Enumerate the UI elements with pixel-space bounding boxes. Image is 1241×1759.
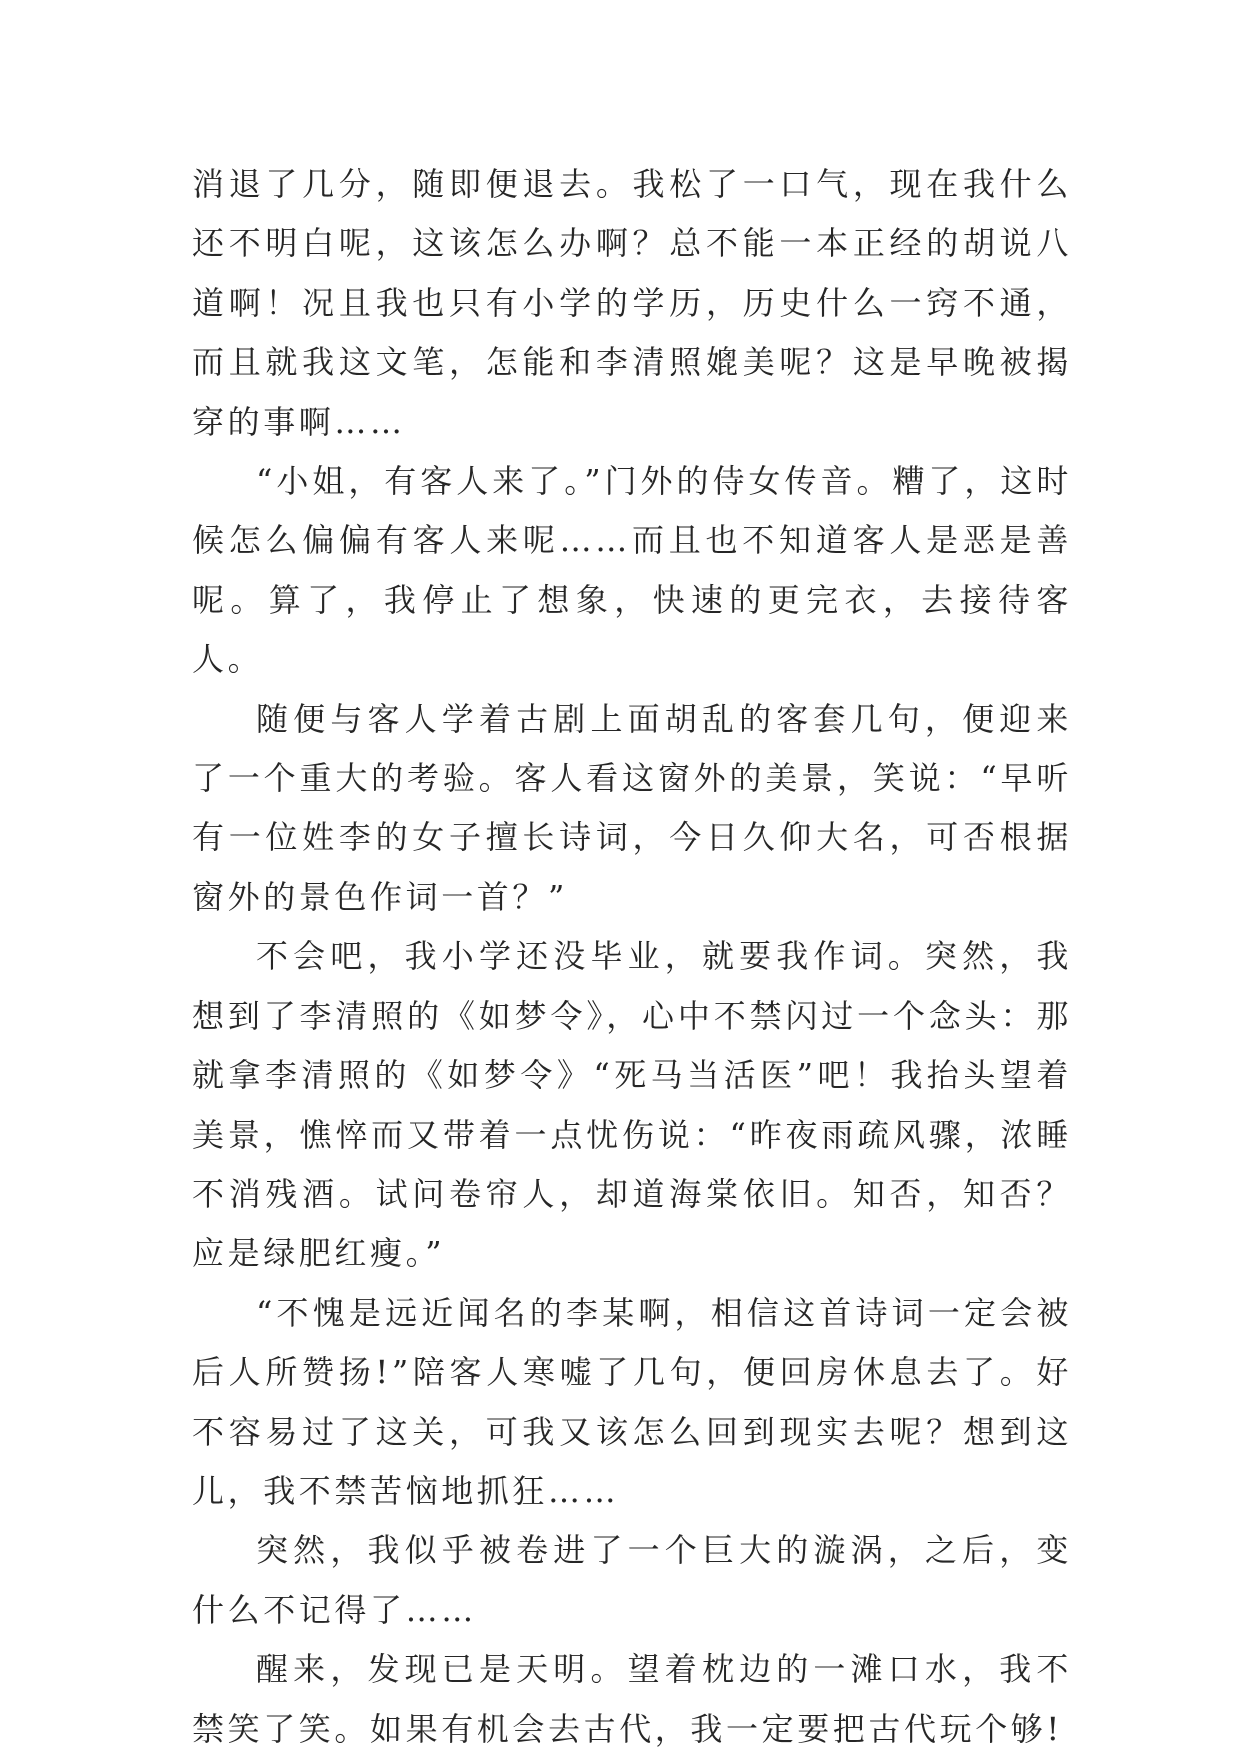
paragraph-3: 随便与客人学着古剧上面胡乱的客套几句，便迎来了一个重大的考验。客人看这窗外的美景，笑说：“早听有一位姓李的女子擅长诗词，今日久仰大名，可否根据窗外的景色作词一首？” xyxy=(192,699,1072,916)
paragraph-4: 不会吧，我小学还没毕业，就要我作词。突然，我想到了李清照的《如梦令》，心中不禁闪过一个念头：那就拿李清照的《如梦令》“死马当活医”吧！我抬头望着美景，憔悴而又带着一点忧伤说：“昨夜雨疏风骤，浓睡不消残酒。试问卷帘人，却道海棠依旧。知否，知否？应是绿肥红瘦。” xyxy=(192,937,1072,1273)
paragraph-5: “不愧是远近闻名的李某啊，相信这首诗词一定会被后人所赞扬!”陪客人寒嘘了几句，便回房休息去了。好不容易过了这关，可我又该怎么回到现实去呢？想到这儿，我不禁苦恼地抓狂…… xyxy=(192,1293,1072,1510)
paragraph-6: 突然，我似乎被卷进了一个巨大的漩涡，之后，变什么不记得了…… xyxy=(192,1531,1072,1629)
paragraph-1: 消退了几分，随即便退去。我松了一口气，现在我什么还不明白呢，这该怎么办啊？总不能一本正经的胡说八道啊！况且我也只有小学的学历，历史什么一窍不通，而且就我这文笔，怎能和李清照媲美呢？这是早晚被揭穿的事啊…… xyxy=(192,165,1072,441)
paragraph-7: 醒来，发现已是天明。望着枕边的一滩口水，我不禁笑了笑。如果有机会去古代，我一定要把古代玩个够! xyxy=(192,1650,1072,1748)
paragraph-2: “小姐，有客人来了。”门外的侍女传音。糟了，这时候怎么偏偏有客人来呢……而且也不知道客人是恶是善呢。算了，我停止了想象，快速的更完衣，去接待客人。 xyxy=(192,462,1072,679)
document-body xyxy=(192,155,1072,1759)
